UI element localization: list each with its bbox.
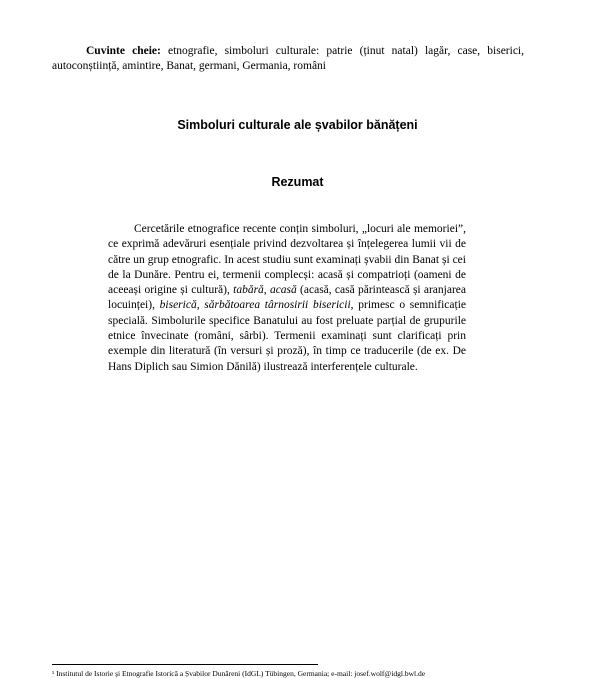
abstract-italic-term-1: tabără, acasă <box>233 284 297 297</box>
keywords-text: etnografie, simboluri culturale: patrie (ținut natal) lagăr, case, biserici, autoconștiință, amintire, Banat, germani, Germania, români <box>52 45 524 72</box>
keywords-label: Cuvinte cheie: <box>86 45 161 57</box>
abstract-heading: Rezumat <box>271 175 324 189</box>
footnote-divider <box>52 664 318 665</box>
abstract-italic-term-2: biserică, sărbătoarea târnosirii bisericii <box>159 299 351 312</box>
footnote-text: ¹ Institutul de Istorie și Etnografie Istorică a Șvabilor Dunăreni (IdGL) Tübingen, Germania; e-mail: josef.wolf@idgl.bwl.de <box>52 669 426 678</box>
abstract-text-part1: Cercetările etnografice recente conțin simboluri, „locuri ale memoriei”, ce exprimă adevăruri esențiale privind dezvoltarea și înțelegerea lumii vii de către un grup etnografic. In acest studiu sunt examinați șvabii din Banat și cei de la Dunăre. Pentru ei, termenii complecși: acasă și compatrioți (oameni de aceeași origine și cultură), <box>108 223 466 297</box>
abstract-paragraph <box>108 222 466 375</box>
article-title: Simboluri culturale ale șvabilor bănățeni <box>177 118 418 132</box>
abstract-text-part3: , primesc o semnificație specială. Simbolurile specifice Banatului au fost preluate parțial de grupurile etnice învecinate (români, sârbi). Termenii examinați sunt clarificați prin exemple din literatură (în versuri și proză), în timp ce traducerile (de ex. De Hans Diplich sau Simion Dănilă) ilustrează interferențele culturale. <box>108 299 466 373</box>
keywords-paragraph <box>52 44 524 73</box>
abstract-text-part2: (acasă, casă părintească și aranjarea locuinței), <box>108 284 466 312</box>
